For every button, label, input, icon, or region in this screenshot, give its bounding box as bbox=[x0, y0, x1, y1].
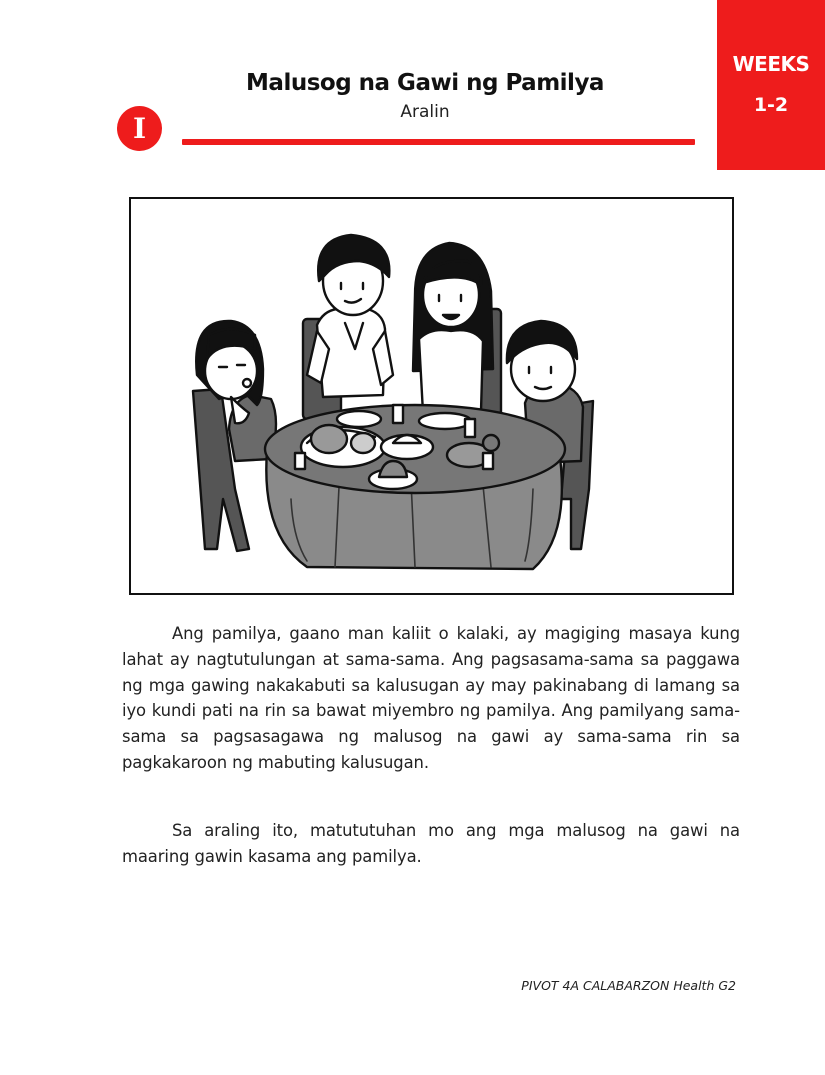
dining-table bbox=[265, 405, 565, 569]
section-marker: I bbox=[117, 106, 162, 151]
body-paragraph-1: Ang pamilya, gaano man kaliit o kalaki, ay magiging masaya kung lahat ay nagtutulungan at sama-sama. Ang pagsasama-sama sa paggawa ng mga gawing nakakabuti sa kalusugan ay may pakinabang di lamang sa iyo kundi pati na rin sa bawat miyembro ng pamilya. Ang pamilyang sama-sama sa pagsasagawa ng malusog na gawi ay sama-sama rin sa pagkakaroon ng mabuting kalusugan. bbox=[122, 624, 740, 772]
illustration-drawing bbox=[131, 199, 732, 593]
boy-standing bbox=[307, 235, 393, 397]
mother bbox=[413, 243, 493, 413]
body-paragraph-2: Sa araling ito, matututuhan mo ang mga malusog na gawi na maaring gawin kasama ang pamilya. bbox=[122, 821, 740, 866]
weeks-range: 1-2 bbox=[753, 94, 789, 116]
page-subtitle: Aralin bbox=[400, 102, 450, 122]
footer-credit: PIVOT 4A CALABARZON Health G2 bbox=[521, 978, 736, 993]
title-underline bbox=[182, 139, 695, 145]
page-title: Malusog na Gawi ng Pamilya bbox=[246, 70, 604, 96]
weeks-badge bbox=[717, 0, 825, 170]
weeks-label: WEEKS bbox=[732, 52, 810, 76]
family-eating-at-table-illustration bbox=[129, 197, 734, 595]
